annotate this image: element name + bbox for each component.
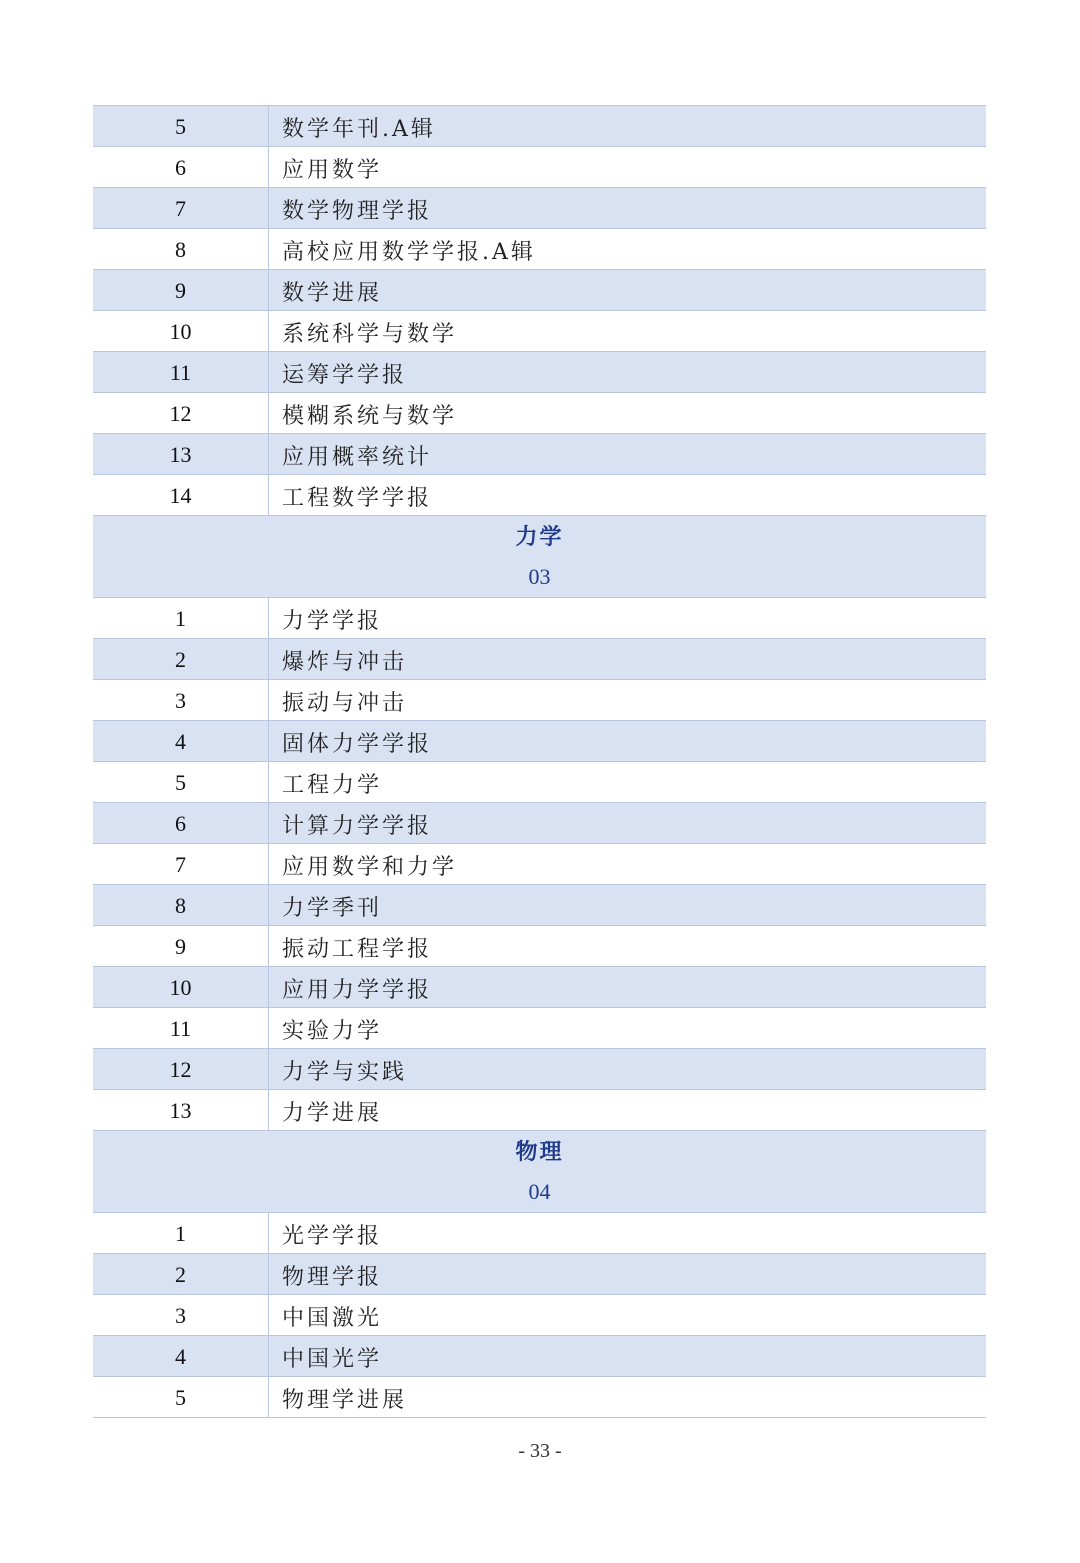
table-row: [93, 639, 986, 680]
journal-name: 光学学报: [282, 1223, 383, 1249]
table-row: [93, 762, 986, 803]
table-row: [93, 721, 986, 762]
journal-name: 实验力学: [282, 1018, 383, 1044]
row-number: 12: [93, 393, 269, 433]
table-row: [93, 147, 986, 188]
journal-name: 振动与冲击: [282, 690, 408, 716]
table-row: [93, 1008, 986, 1049]
journal-name: 应用数学和力学: [282, 854, 458, 880]
table-row: [93, 270, 986, 311]
table-row: [93, 1295, 986, 1336]
table-row: [93, 311, 986, 352]
journal-name: 物理学报: [282, 1264, 383, 1290]
table-row: [93, 598, 986, 639]
journal-name: 力学季刊: [282, 895, 383, 921]
row-number: 4: [93, 721, 269, 761]
journal-name: 数学年刊.A辑: [282, 116, 436, 142]
row-number: 4: [93, 1336, 269, 1376]
journal-name: 应用力学学报: [282, 977, 433, 1003]
row-number: 9: [93, 270, 269, 310]
table-row: [93, 1049, 986, 1090]
row-number: 7: [93, 188, 269, 228]
table-row: [93, 475, 986, 516]
journal-name: 振动工程学报: [282, 936, 433, 962]
table-row: [93, 1377, 986, 1418]
table-row: [93, 352, 986, 393]
row-number: 2: [93, 639, 269, 679]
table-row: [93, 967, 986, 1008]
journal-name: 系统科学与数学: [282, 321, 458, 347]
row-number: 10: [93, 311, 269, 351]
section-header: [93, 516, 986, 598]
row-number: 8: [93, 229, 269, 269]
table-row: [93, 1213, 986, 1254]
journal-name: 爆炸与冲击: [282, 649, 408, 675]
journal-name: 计算力学学报: [282, 813, 433, 839]
journal-name: 应用概率统计: [282, 444, 433, 470]
table-row: [93, 188, 986, 229]
table-row: [93, 926, 986, 967]
row-number: 13: [93, 1090, 269, 1130]
row-number: 11: [93, 352, 269, 392]
table-row: [93, 803, 986, 844]
section-title: 力学: [515, 523, 564, 550]
journal-name: 力学进展: [282, 1100, 383, 1126]
journal-name: 固体力学学报: [282, 731, 433, 757]
section-code: 03: [528, 563, 551, 589]
journal-name: 数学进展: [282, 280, 383, 306]
row-number: 7: [93, 844, 269, 884]
row-number: 10: [93, 967, 269, 1007]
row-number: 2: [93, 1254, 269, 1294]
table-row: [93, 844, 986, 885]
row-number: 3: [93, 680, 269, 720]
table-row: [93, 1254, 986, 1295]
journal-name: 力学与实践: [282, 1059, 408, 1085]
row-number: 8: [93, 885, 269, 925]
section-title: 物理: [515, 1138, 564, 1165]
row-number: 3: [93, 1295, 269, 1335]
journal-name: 应用数学: [282, 157, 383, 183]
row-number: 1: [93, 598, 269, 638]
journal-name: 中国光学: [282, 1346, 383, 1372]
journal-name: 物理学进展: [282, 1387, 408, 1413]
table-row: [93, 1336, 986, 1377]
journal-name: 力学学报: [282, 608, 383, 634]
row-number: 5: [93, 762, 269, 802]
row-number: 11: [93, 1008, 269, 1048]
journal-name: 工程力学: [282, 772, 383, 798]
journal-name: 高校应用数学学报.A辑: [282, 239, 536, 265]
journal-list-table: [93, 105, 986, 1418]
row-number: 5: [93, 106, 269, 146]
journal-name: 模糊系统与数学: [282, 403, 458, 429]
page-number: - 33 -: [518, 1440, 562, 1462]
journal-name: 中国激光: [282, 1305, 383, 1331]
row-number: 6: [93, 147, 269, 187]
table-row: [93, 106, 986, 147]
journal-name: 运筹学学报: [282, 362, 408, 388]
section-code: 04: [528, 1178, 551, 1204]
row-number: 1: [93, 1213, 269, 1253]
journal-name: 数学物理学报: [282, 198, 433, 224]
table-row: [93, 393, 986, 434]
row-number: 5: [93, 1377, 269, 1417]
section-header: [93, 1131, 986, 1213]
row-number: 9: [93, 926, 269, 966]
row-number: 12: [93, 1049, 269, 1089]
row-number: 6: [93, 803, 269, 843]
journal-name: 工程数学学报: [282, 485, 433, 511]
table-row: [93, 680, 986, 721]
row-number: 14: [93, 475, 269, 515]
row-number: 13: [93, 434, 269, 474]
table-row: [93, 434, 986, 475]
table-row: [93, 229, 986, 270]
table-row: [93, 1090, 986, 1131]
table-row: [93, 885, 986, 926]
